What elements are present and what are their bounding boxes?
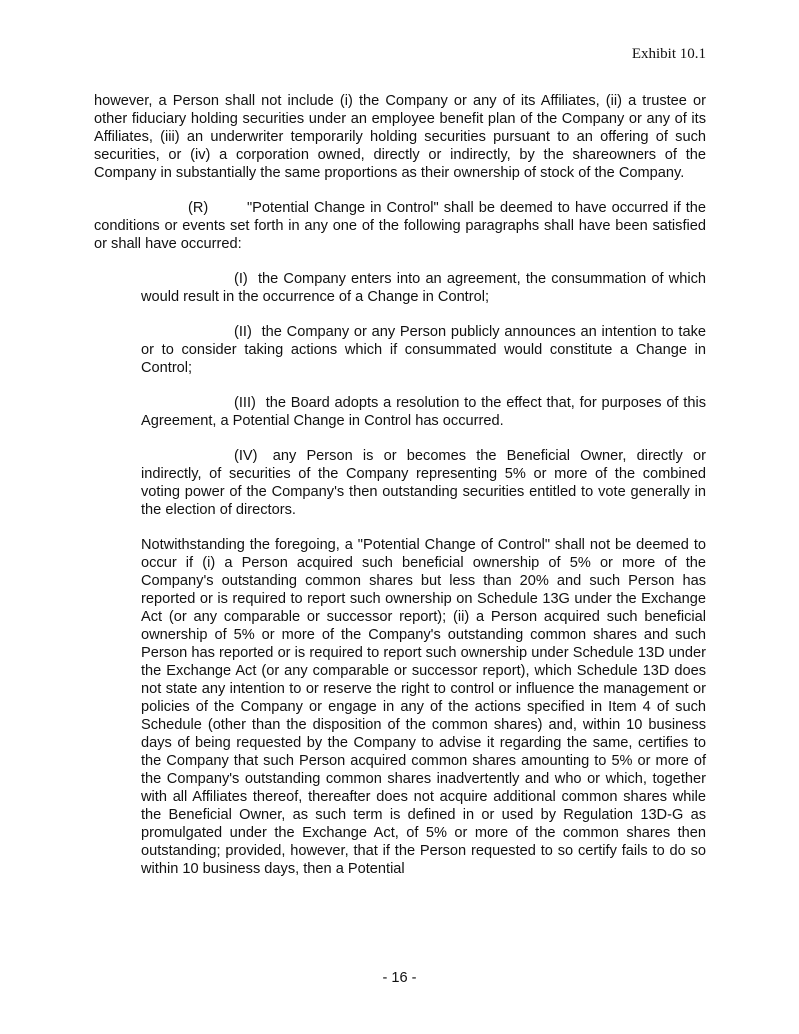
subparagraph-i [141, 270, 706, 306]
document-body [94, 92, 706, 895]
subparagraph-iv [141, 447, 706, 519]
section-label-r: (R) [188, 200, 209, 216]
subparagraph-label-iv: (IV) [234, 448, 258, 464]
exhibit-label: Exhibit 10.1 [631, 46, 706, 62]
subparagraph-text-ii: the Company or any Person publicly announces an intention to take or to consider taking actions which if consummated would constitute a Change in Control; [141, 324, 706, 376]
subparagraph-iii [141, 394, 706, 430]
section-text-r: "Potential Change in Control" shall be deemed to have occurred if the conditions or events set forth in any one of the following paragraphs shall have been satisfied or shall have occurred: [94, 200, 706, 252]
paragraph-r [94, 199, 706, 253]
subparagraph-ii [141, 323, 706, 377]
paragraph-notwithstanding: Notwithstanding the foregoing, a "Potential Change of Control" shall not be deemed to occur if (i) a Person acquired such beneficial ownership of 5% or more of the Company's outstanding common shares but less than 20% and such Person has reported or is required to report such ownership on Schedule 13G under the Exchange Act (or any comparable or successor report); (ii) a Person acquired such beneficial ownership of 5% or more of the Company's outstanding common shares and such Person has reported or is required to report such ownership under Schedule 13D under the Exchange Act (or any comparable or successor report), which Schedule 13D does not state any intention to or reserve the right to control or influence the management or policies of the Company or engage in any of the actions specified in Item 4 of such Schedule (other than the disposition of the common shares) and, within 10 business days of being requested by the Company to advise it regarding the same, certifies to the Company that such Person acquired common shares amounting to 5% or more of the Company's outstanding common shares inadvertently and who or which, together with all Affiliates thereof, thereafter does not acquire additional common shares while the Beneficial Owner, as such term is defined in or used by Regulation 13D-G as promulgated under the Exchange Act, of 5% or more of the common shares then outstanding; provided, however, that if the Person requested to so certify fails to do so within 10 business days, then a Potential [141, 537, 706, 877]
subparagraph-label-i: (I) [234, 271, 248, 287]
subparagraph-text-i: the Company enters into an agreement, the consummation of which would result in the occurrence of a Change in Control; [141, 271, 706, 305]
subparagraph-text-iii: the Board adopts a resolution to the effect that, for purposes of this Agreement, a Potential Change in Control has occurred. [141, 395, 707, 429]
page-number: - 16 - [382, 970, 417, 986]
subparagraph-label-iii: (III) [234, 395, 256, 411]
subparagraph-label-ii: (II) [234, 324, 252, 340]
subparagraph-text-iv: any Person is or becomes the Beneficial Owner, directly or indirectly, of securities of the Company representing 5% or more of the combined voting power of the Company's then outstanding securities entitled to vote generally in the election of directors. [141, 448, 706, 518]
paragraph-person-exclusions: however, a Person shall not include (i) the Company or any of its Affiliates, (ii) a trustee or other fiduciary holding securities under an employee benefit plan of the Company or any of its Affiliates, (iii) an underwriter temporarily holding securities pursuant to an offering of such securities, or (iv) a corporation owned, directly or indirectly, by the shareowners of the Company in substantially the same proportions as their ownership of stock of the Company. [94, 93, 706, 181]
